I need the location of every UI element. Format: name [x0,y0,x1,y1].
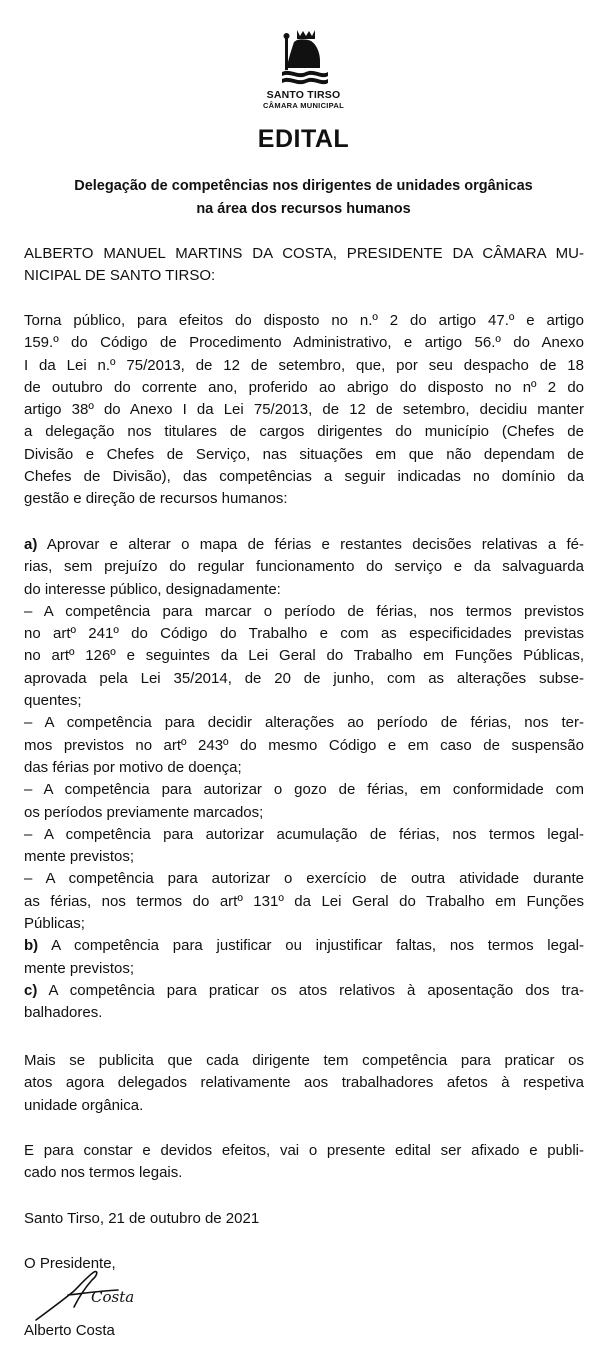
list-item: mente previstos; [24,959,135,977]
signature-name: Alberto Costa [24,1322,115,1339]
publicity-line: unidade orgânica. [24,1096,144,1114]
intro-line: Divisão e Chefes de Serviço, nas situações em que não dependam de [24,445,584,463]
publicity-line: atos agora delegados relativamente aos trabalhadores afetos à respetiva [24,1074,584,1092]
item-text: Aprovar e alterar o mapa de férias e restantes decisões relativas a fé- [37,536,584,553]
item-text: A competência para justificar ou injustificar faltas, nos termos legal- [38,937,584,955]
addressee-line: ALBERTO MANUEL MARTINS DA COSTA, PRESIDENTE DA CÂMARA MU- [24,245,584,262]
document-subtitle [40,175,567,221]
handwritten-signature [28,1265,138,1325]
addressee [24,243,584,288]
intro-line: Torna público, para efeitos do disposto no n.º 2 do artigo 47.º e artigo [24,312,584,329]
list-item [24,935,584,957]
closing-line: E para constar e devidos efeitos, vai o presente edital ser afixado e publi- [24,1142,584,1159]
logo-subtitle: CÂMARA MUNICIPAL [262,101,345,110]
list-item: Públicas; [24,915,85,933]
list-item [24,980,584,1002]
list-item [24,534,584,556]
presidente-label: O Presidente, [24,1255,116,1272]
list-item: no artº 241º do Código do Trabalho e com as especificidades previstas [24,625,584,643]
list-item: quentes; [24,692,82,710]
list-item: – A competência para autorizar o gozo de férias, em conformidade com [24,781,584,799]
list-item: as férias, nos termos do artº 131º da Lei Geral do Trabalho em Funções [24,892,584,910]
closing-paragraph [24,1140,584,1185]
item-marker: b) [24,937,39,955]
list-item: do interesse público, designadamente: [24,580,281,598]
intro-line: artigo 38º do Anexo I da Lei 75/2013, de 12 de setembro, decidiu manter [24,401,584,419]
list-item: mente previstos; [24,848,135,866]
intro-line: I da Lei n.º 75/2013, de 12 de setembro, que, por seu despacho de 18 [24,356,584,374]
list-item: os períodos previamente marcados; [24,803,264,821]
list-item: – A competência para decidir alterações ao período de férias, nos ter- [24,714,584,732]
closing-line: cado nos termos legais. [24,1164,183,1182]
list-item: – A competência para autorizar acumulação de férias, nos termos legal- [24,825,584,843]
publicity-line: Mais se publicita que cada dirigente tem competência para praticar os [24,1052,584,1069]
list-item: rias, sem prejuízo do regular funcionamento do serviço e da salvaguarda [24,558,584,576]
intro-line: de outubro do corrente ano, proferido ao abrigo do disposto no nº 2 do [24,378,584,396]
item-marker: c) [24,981,38,999]
list-item: – A competência para autorizar o exercício de outra atividade durante [24,870,584,888]
list-item: das férias por motivo de doença; [24,758,242,776]
publicity-paragraph [24,1050,584,1117]
intro-line: gestão e direção de recursos humanos: [24,490,288,508]
intro-line: a delegação nos titulares de cargos dirigentes do município (Chefes de [24,423,584,441]
intro-line: 159.º do Código de Procedimento Administrativo, e artigo 56.º do Anexo [24,334,584,352]
addressee-line: NICIPAL DE SANTO TIRSO: [24,267,216,285]
item-marker: a) [24,536,38,553]
list-item: aprovada pela Lei 35/2014, de 20 de junho, com as alterações subse- [24,669,584,687]
competences-list [24,534,584,1025]
logo-name: SANTO TIRSO [266,89,341,101]
subtitle-line: na área dos recursos humanos [196,201,411,217]
date: Santo Tirso, 21 de outubro de 2021 [24,1210,260,1227]
intro-line: Chefes de Divisão), das competências a seguir indicadas no domínio da [24,468,584,486]
signature-block [24,1320,584,1342]
subtitle-line: Delegação de competências nos dirigentes de unidades orgânicas [74,178,533,194]
intro-paragraph [24,310,584,511]
date-line [24,1208,584,1230]
list-item: balhadores. [24,1004,103,1022]
document-title: EDITAL [257,125,350,153]
list-item: – A competência para marcar o período de férias, nos termos previstos [24,602,584,620]
item-text: A competência para praticar os atos relativos à aposentação dos tra- [37,981,584,999]
list-item: mos previstos no artº 243º do mesmo Código e em caso de suspensão [24,736,584,754]
list-item: no artº 126º e seguintes da Lei Geral do Trabalho em Funções Públicas, [24,647,584,665]
signature-mark: Costa [91,1288,135,1306]
